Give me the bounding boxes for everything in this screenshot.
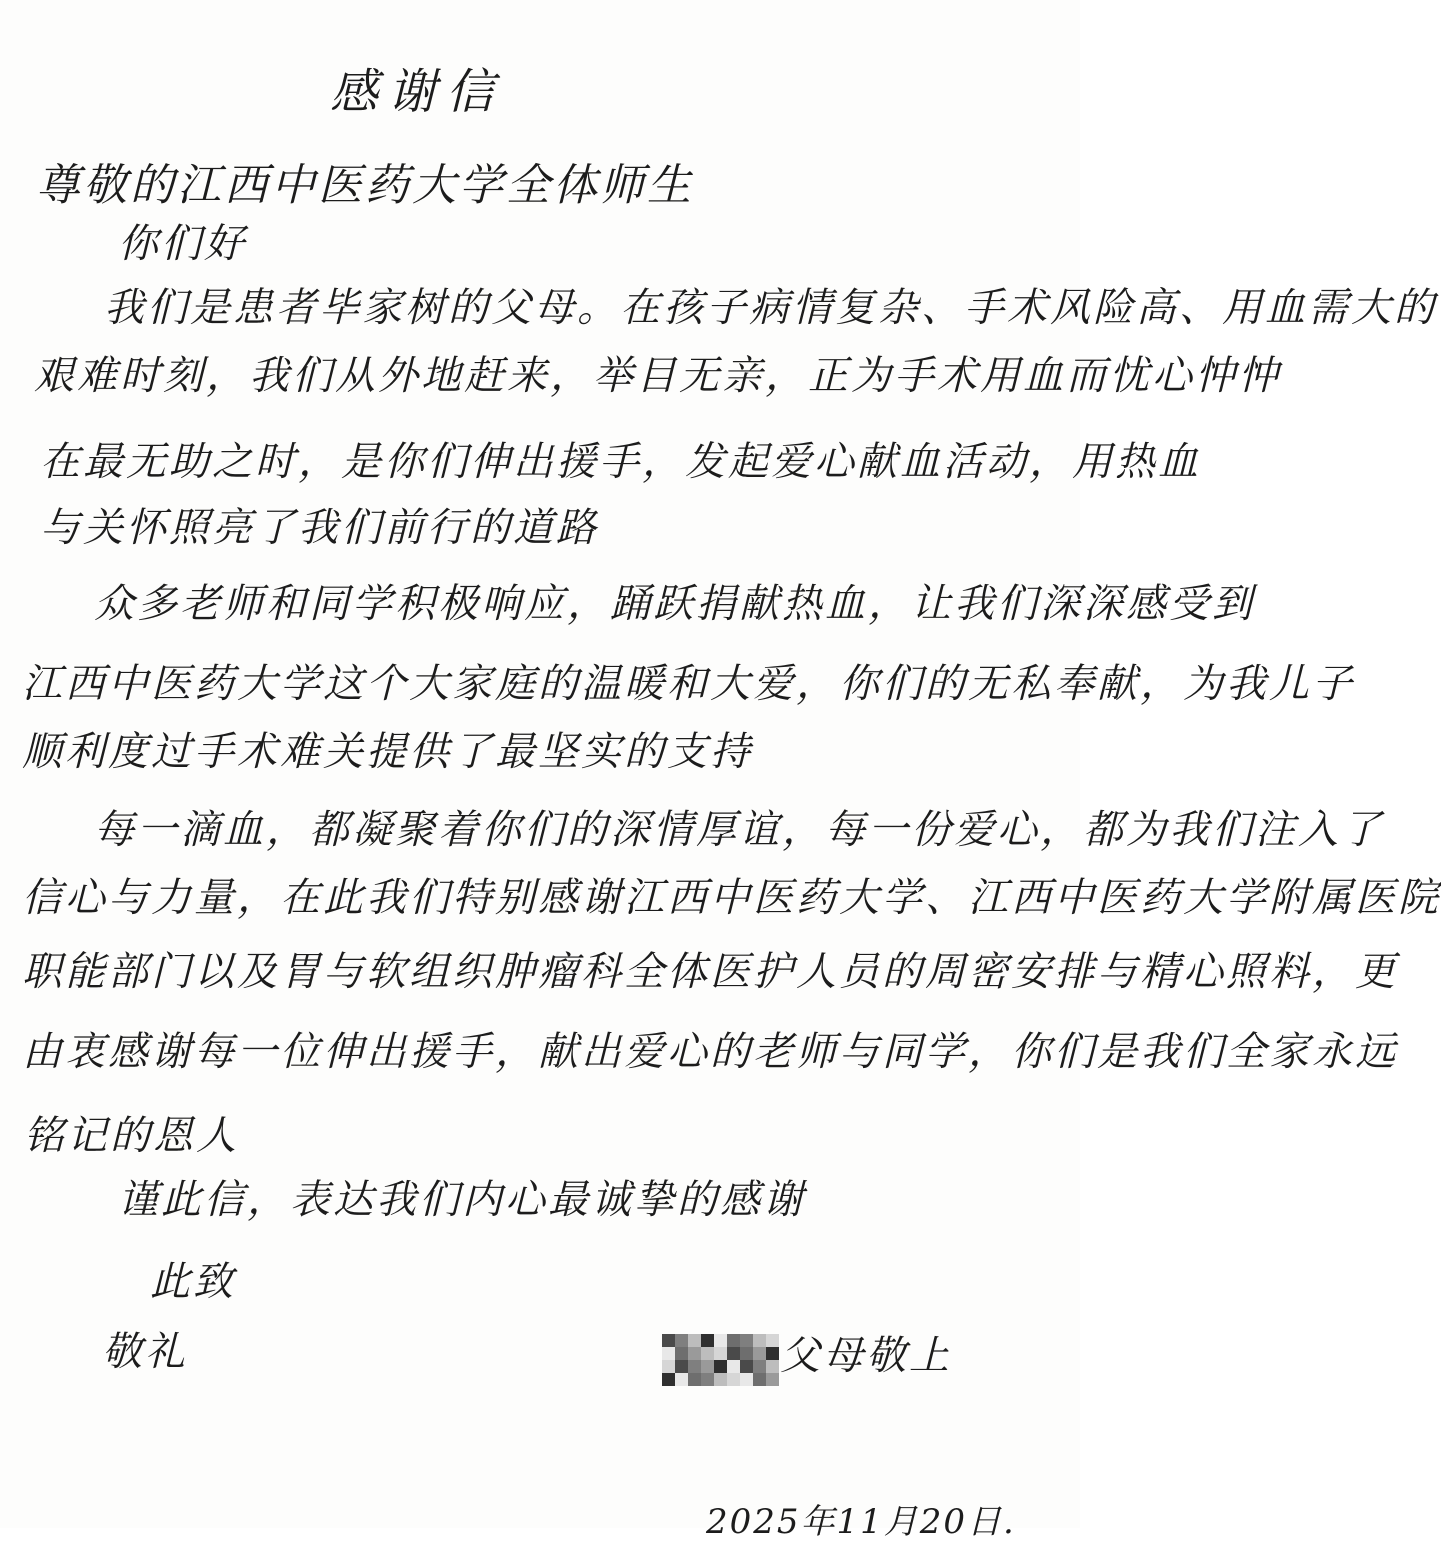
mosaic-cell <box>688 1360 701 1373</box>
mosaic-cell <box>740 1360 753 1373</box>
signature: 父母敬上 <box>780 1333 952 1379</box>
mosaic-cell <box>766 1334 779 1347</box>
letter-title: 感谢信 <box>330 64 505 120</box>
paragraph-3-line: 由衷感谢每一位伸出援手，献出爱心的老师与同学，你们是我们全家永远 <box>22 1029 1398 1075</box>
paragraph-1-line: 艰难时刻，我们从外地赶来，举目无亲，正为手术用血而忧心忡忡 <box>34 353 1281 399</box>
closing-line: 谨此信，表达我们内心最诚挚的感谢 <box>118 1177 806 1223</box>
mosaic-cell <box>662 1373 675 1386</box>
mosaic-cell <box>662 1347 675 1360</box>
mosaic-cell <box>688 1373 701 1386</box>
mosaic-cell <box>662 1360 675 1373</box>
letter-date: 2025年11月20日. <box>706 1502 1016 1542</box>
paragraph-1-line: 在最无助之时，是你们伸出援手，发起爱心献血活动，用热血 <box>40 439 1201 485</box>
mosaic-cell <box>753 1334 766 1347</box>
salutation: 尊敬的江西中医药大学全体师生 <box>36 160 694 211</box>
mosaic-cell <box>688 1334 701 1347</box>
paragraph-3-line: 信心与力量，在此我们特别感谢江西中医药大学、江西中医药大学附属医院 <box>22 875 1441 921</box>
mosaic-cell <box>714 1334 727 1347</box>
mosaic-cell <box>753 1360 766 1373</box>
mosaic-cell <box>662 1334 675 1347</box>
redacted-name-mosaic <box>662 1334 780 1386</box>
paragraph-2-line: 众多老师和同学积极响应，踊跃捐献热血，让我们深深感受到 <box>94 581 1255 627</box>
paragraph-3-line: 每一滴血，都凝聚着你们的深情厚谊，每一份爱心，都为我们注入了 <box>94 807 1384 853</box>
mosaic-cell <box>727 1373 740 1386</box>
mosaic-cell <box>766 1373 779 1386</box>
mosaic-cell <box>727 1360 740 1373</box>
paragraph-1-line: 与关怀照亮了我们前行的道路 <box>40 505 599 551</box>
mosaic-cell <box>727 1347 740 1360</box>
mosaic-cell <box>753 1347 766 1360</box>
mosaic-cell <box>753 1373 766 1386</box>
mosaic-cell <box>701 1373 714 1386</box>
jing-li: 敬礼 <box>102 1329 188 1375</box>
mosaic-cell <box>675 1373 688 1386</box>
mosaic-cell <box>675 1334 688 1347</box>
greeting: 你们好 <box>118 221 247 267</box>
ci-zhi: 此致 <box>150 1259 236 1305</box>
paragraph-1-line: 我们是患者毕家树的父母。在孩子病情复杂、手术风险高、用血需大的 <box>104 285 1437 331</box>
mosaic-cell <box>701 1347 714 1360</box>
mosaic-cell <box>714 1373 727 1386</box>
mosaic-cell <box>675 1347 688 1360</box>
paragraph-2-line: 顺利度过手术难关提供了最坚实的支持 <box>22 729 753 775</box>
paragraph-3-line: 铭记的恩人 <box>24 1113 239 1159</box>
mosaic-cell <box>727 1334 740 1347</box>
mosaic-cell <box>701 1334 714 1347</box>
mosaic-cell <box>740 1347 753 1360</box>
mosaic-cell <box>740 1373 753 1386</box>
mosaic-cell <box>740 1334 753 1347</box>
mosaic-cell <box>766 1360 779 1373</box>
paragraph-2-line: 江西中医药大学这个大家庭的温暖和大爱，你们的无私奉献，为我儿子 <box>22 661 1355 707</box>
mosaic-cell <box>714 1347 727 1360</box>
mosaic-cell <box>688 1347 701 1360</box>
paragraph-3-line: 职能部门以及胃与软组织肿瘤科全体医护人员的周密安排与精心照料，更 <box>22 949 1398 995</box>
mosaic-cell <box>766 1347 779 1360</box>
mosaic-cell <box>675 1360 688 1373</box>
mosaic-cell <box>714 1360 727 1373</box>
mosaic-cell <box>701 1360 714 1373</box>
